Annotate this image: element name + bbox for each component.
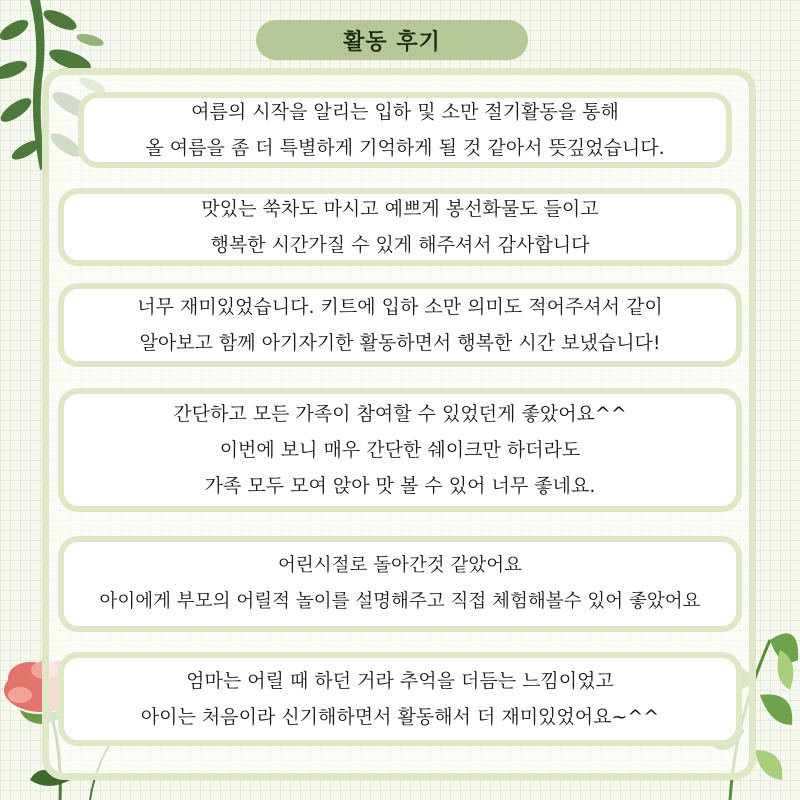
review-text-line: 올 여름을 좀 더 특별하게 기억하게 될 것 같아서 뜻깊었습니다.: [145, 137, 665, 159]
review-card: [58, 188, 742, 266]
page-title: 활동 후기: [256, 20, 528, 60]
review-card: [78, 92, 732, 168]
review-text-line: 행복한 시간가질 수 있게 해주셔서 감사합니다: [210, 234, 590, 256]
review-text-line: 맛있는 쑥차도 마시고 예쁘게 봉선화물도 들이고: [201, 198, 599, 220]
review-card: [58, 536, 742, 632]
review-text-line: 가족 모두 모여 앉아 맛 볼 수 있어 너무 좋네요.: [204, 475, 596, 497]
review-card: [58, 283, 742, 367]
review-text-line: 엄마는 어릴 때 하던 거라 추억을 더듬는 느낌이었고: [186, 670, 614, 692]
review-card: [58, 652, 742, 746]
review-text-line: 아이는 처음이라 신기해하면서 활동해서 더 재미있었어요~^^: [140, 706, 660, 728]
review-card: [58, 388, 742, 512]
review-text-line: 간단하고 모든 가족이 참여할 수 있었던게 좋았어요^^: [173, 403, 627, 425]
review-text-line: 여름의 시작을 알리는 입하 및 소만 절기활동을 통해: [191, 101, 619, 123]
review-text-line: 어린시절로 돌아간것 같았어요: [277, 555, 523, 576]
review-text-line: 아이에게 부모의 어릴적 놀이를 설명해주고 직접 체험해볼수 있어 좋았어요: [99, 591, 701, 612]
review-text-line: 이번에 보니 매우 간단한 쉐이크만 하더라도: [219, 439, 581, 461]
review-text-line: 너무 재미있었습니다. 키트에 입하 소만 의미도 적어주셔서 같이: [137, 296, 663, 318]
review-text-line: 알아보고 함께 아기자기한 활동하면서 행복한 시간 보냈습니다!: [139, 332, 661, 354]
